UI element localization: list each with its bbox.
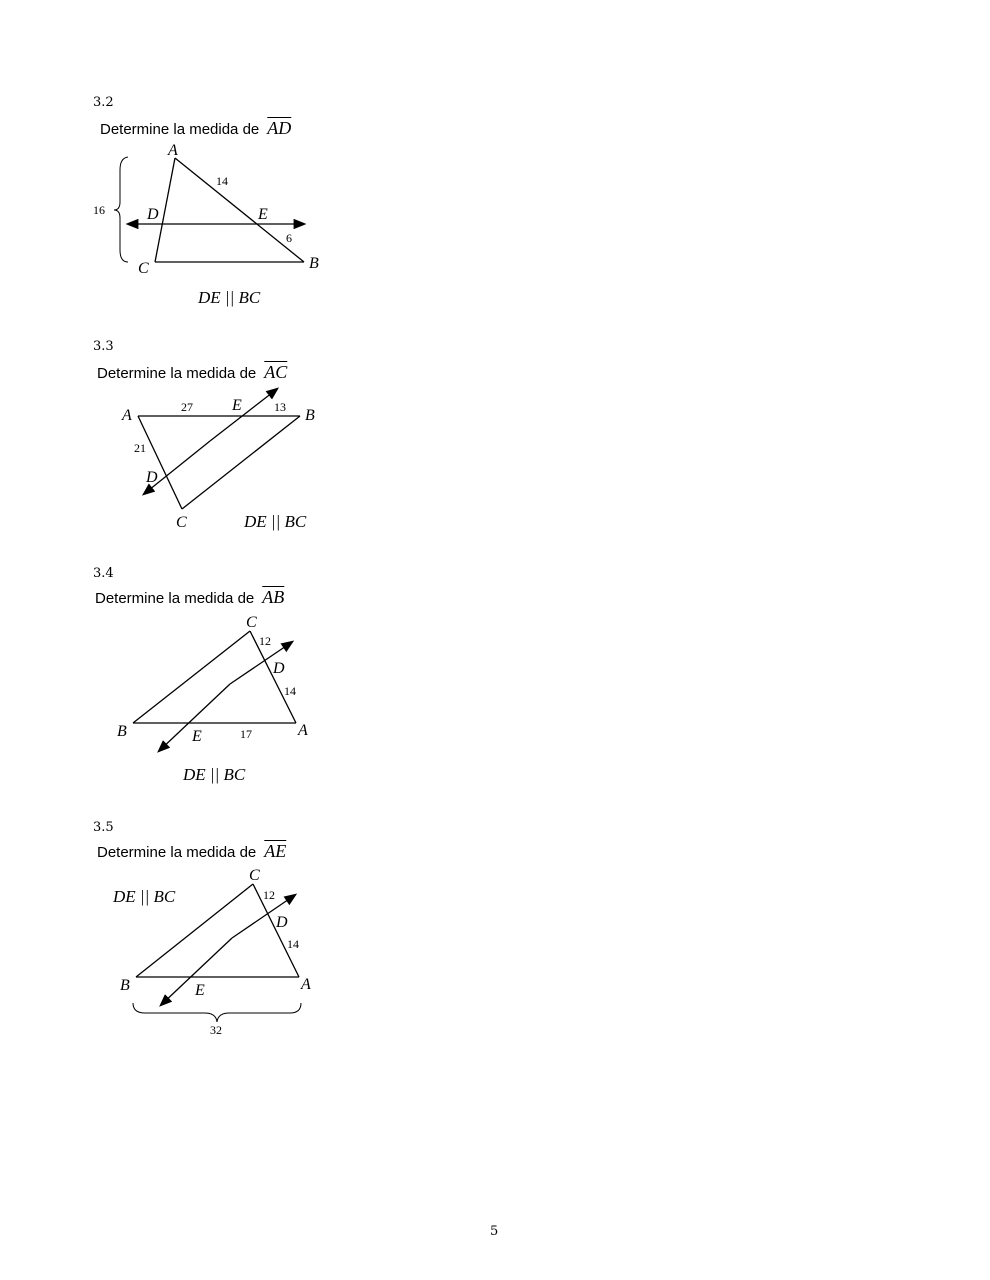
problem-prompt xyxy=(100,118,291,139)
point-d-label: D xyxy=(276,914,288,931)
prompt-text: Determine la medida de xyxy=(100,121,260,138)
problem-prompt xyxy=(97,841,286,862)
measure-eb: 6 xyxy=(286,231,292,245)
vertex-a-label: A xyxy=(168,142,178,159)
page-number: 5 xyxy=(490,1224,499,1239)
parallel-statement: DE || BC xyxy=(113,887,176,906)
vertex-a-label: A xyxy=(298,722,308,739)
vertex-b-label: B xyxy=(120,977,130,994)
point-d-label: D xyxy=(146,469,158,486)
point-d-label: D xyxy=(147,206,159,223)
problem-number: 3.4 xyxy=(93,566,114,581)
measure-ba: 32 xyxy=(210,1023,222,1037)
measure-ae: 27 xyxy=(181,400,193,414)
measure-cd: 12 xyxy=(263,888,275,902)
vertex-a-label: A xyxy=(122,407,132,424)
measure-ea: 17 xyxy=(240,727,252,741)
measure-ac: 16 xyxy=(93,203,105,217)
point-e-label: E xyxy=(258,206,268,223)
measure-da: 14 xyxy=(284,684,296,698)
problem-prompt xyxy=(97,362,287,383)
prompt-text: Determine la medida de xyxy=(97,365,257,382)
problem-prompt xyxy=(95,587,284,608)
vertex-a-label: A xyxy=(301,976,311,993)
target-segment: $\overline{AE}$ xyxy=(264,841,287,861)
vertex-c-label: C xyxy=(176,514,187,531)
prompt-text: Determine la medida de xyxy=(97,844,257,861)
target-segment: $\overline{AB}$ xyxy=(262,587,285,607)
measure-eb: 13 xyxy=(274,400,286,414)
parallel-statement: DE || BC xyxy=(198,288,261,307)
point-e-label: E xyxy=(232,397,242,414)
target-segment: $\overline{AC}$ xyxy=(264,362,288,382)
problem-number: 3.5 xyxy=(93,820,114,835)
point-e-label: E xyxy=(192,728,202,745)
vertex-c-label: C xyxy=(138,260,149,277)
parallel-statement: DE || BC xyxy=(244,512,307,531)
problem-number: 3.2 xyxy=(93,95,114,110)
triangle-figure-3-4 xyxy=(90,610,330,764)
vertex-b-label: B xyxy=(309,255,319,272)
target-segment: $\overline{AD}$ xyxy=(267,118,292,138)
vertex-b-label: B xyxy=(305,407,315,424)
problem-number: 3.3 xyxy=(93,339,114,354)
measure-da: 14 xyxy=(287,937,299,951)
measure-ad: 21 xyxy=(134,441,146,455)
point-d-label: D xyxy=(273,660,285,677)
point-e-label: E xyxy=(195,982,205,999)
vertex-c-label: C xyxy=(246,614,257,631)
vertex-c-label: C xyxy=(249,867,260,884)
parallel-statement: DE || BC xyxy=(183,765,246,784)
prompt-text: Determine la medida de xyxy=(95,590,255,607)
measure-cd: 12 xyxy=(259,634,271,648)
vertex-b-label: B xyxy=(117,723,127,740)
measure-ae: 14 xyxy=(216,174,228,188)
